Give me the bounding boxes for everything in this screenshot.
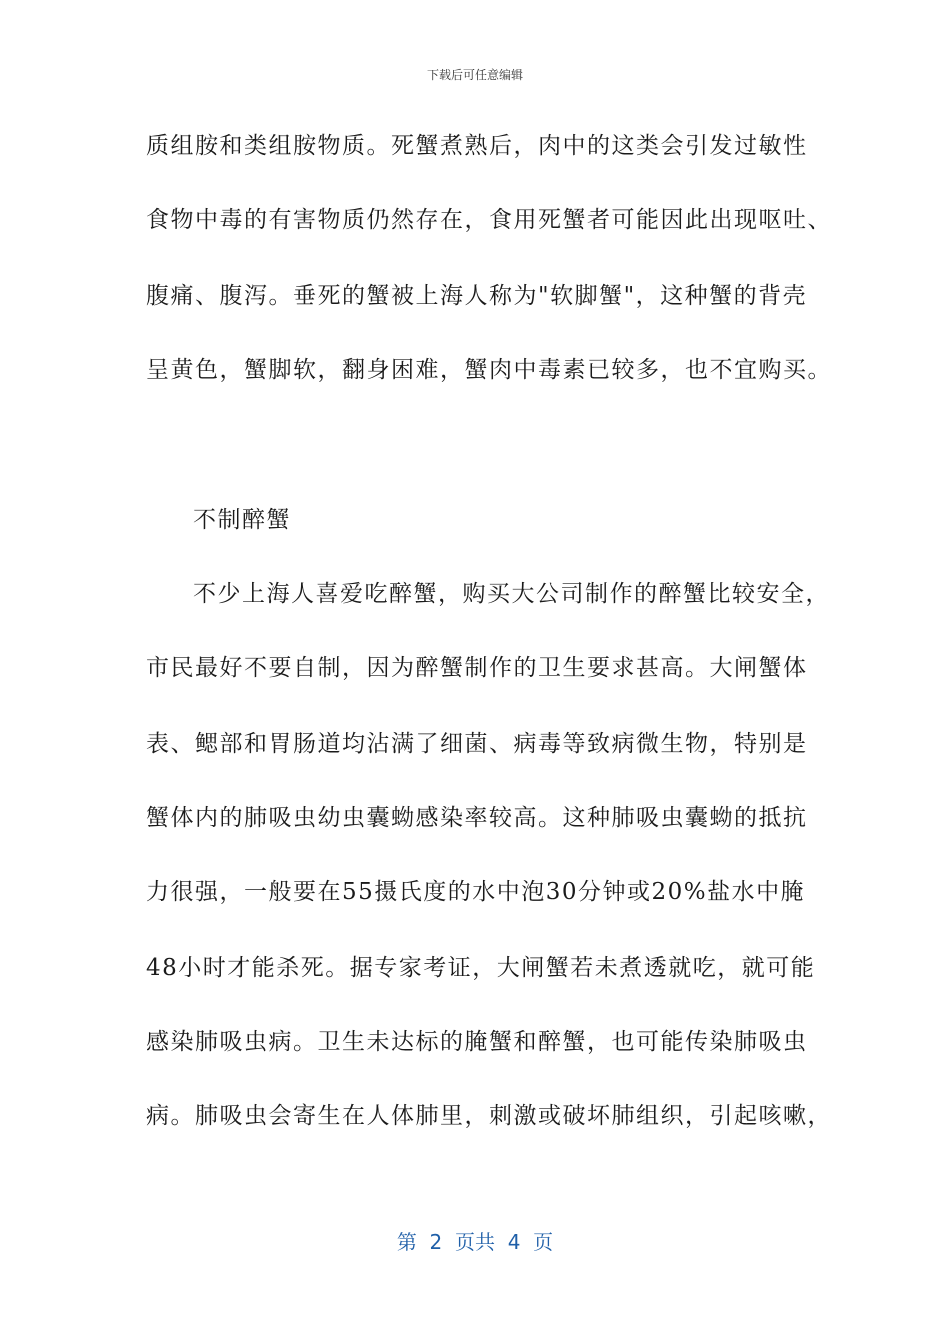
- text-line: 感染肺吸虫病。卫生未达标的腌蟹和醉蟹，也可能传染肺吸虫: [146, 1029, 808, 1055]
- text-line: 病。肺吸虫会寄生在人体肺里，刺激或破坏肺组织，引起咳嗽，: [146, 1103, 832, 1129]
- text-line: 力很强，一般要在55摄氏度的水中泡30分钟或20%盐水中腌: [146, 879, 806, 905]
- page-header: 下载后可任意编辑: [426, 68, 523, 82]
- text-line: 腹痛、腹泻。垂死的蟹被上海人称为"软脚蟹"，这种蟹的背壳: [146, 283, 808, 309]
- text-line: 蟹体内的肺吸虫幼虫囊蚴感染率较高。这种肺吸虫囊蚴的抵抗: [146, 805, 808, 831]
- text-line: 食物中毒的有害物质仍然存在，食用死蟹者可能因此出现呕吐、: [146, 207, 832, 233]
- text-line: 48小时才能杀死。据专家考证，大闸蟹若未煮透就吃，就可能: [146, 955, 816, 981]
- text-line: 质组胺和类组胺物质。死蟹煮熟后，肉中的这类会引发过敏性: [146, 133, 808, 159]
- text-line: 不少上海人喜爱吃醉蟹，购买大公司制作的醉蟹比较安全，: [193, 581, 830, 607]
- text-line: 表、鳃部和胃肠道均沾满了细菌、病毒等致病微生物，特别是: [146, 731, 808, 757]
- text-line: 呈黄色，蟹脚软，翻身困难，蟹肉中毒素已较多，也不宜购买。: [146, 357, 832, 383]
- text-line: 市民最好不要自制，因为醉蟹制作的卫生要求甚高。大闸蟹体: [146, 655, 808, 681]
- section-heading: 不制醉蟹: [193, 507, 291, 533]
- page-footer: 第 2 页共 4 页: [396, 1230, 554, 1254]
